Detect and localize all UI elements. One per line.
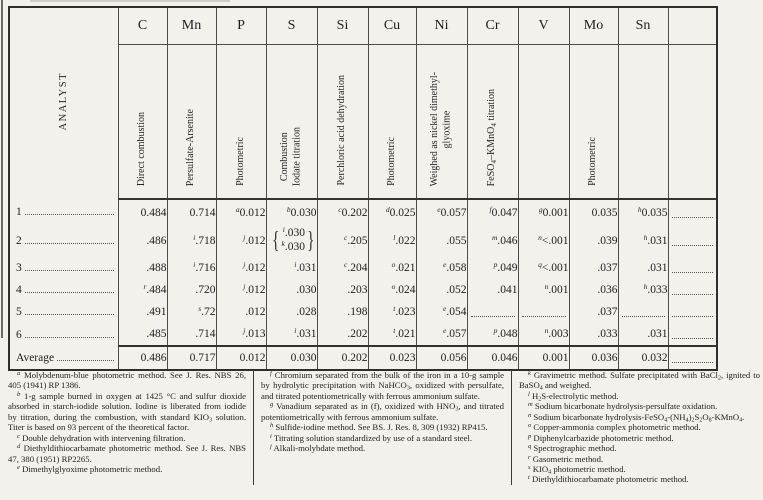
value-cell: $^c$.204 bbox=[317, 257, 368, 279]
footnotes-column-2 bbox=[253, 370, 511, 485]
footnote-marker: h bbox=[643, 233, 648, 242]
table-row-4 bbox=[9, 279, 717, 301]
value-cell: .714 bbox=[167, 323, 216, 346]
footnote-marker: e bbox=[443, 304, 447, 313]
value-cell: .028 bbox=[266, 301, 317, 323]
value-cell: .052 bbox=[416, 279, 467, 301]
footnote-mark: h bbox=[270, 422, 274, 430]
value-cell: 0.046 bbox=[467, 346, 518, 370]
value-cell: 0.486 bbox=[118, 346, 167, 370]
footnote-mark: a bbox=[17, 370, 21, 377]
empty-dotted-cell bbox=[668, 323, 717, 346]
dotted-leader bbox=[25, 336, 114, 338]
footnote-mark: b bbox=[17, 390, 21, 398]
dotted-leader bbox=[57, 359, 113, 361]
footnote-marker: p bbox=[493, 260, 498, 269]
row-label-text: Average bbox=[16, 351, 55, 364]
dotted-leader bbox=[672, 293, 714, 295]
value-cell: $^b$0.030 bbox=[266, 199, 317, 225]
method-label: Perchloric acid dehydration bbox=[336, 75, 348, 186]
method-header-S bbox=[266, 45, 317, 200]
footnote-marker: h bbox=[643, 282, 648, 291]
footnote-marker: g bbox=[538, 204, 543, 214]
method-header-Cu bbox=[368, 45, 416, 200]
footnote-d: $^d$ Diethyldithiocarbamate photometric method. See J. Res. NBS 47, 380 (1951) RP2265. bbox=[8, 443, 247, 464]
dotted-leader bbox=[672, 337, 714, 339]
method-label: Combustion Iodate titration bbox=[279, 126, 303, 186]
footnote-k: $^k$ Gravimetric method. Sulfate precipitated with BaCl$_2$, ignited to BaSO$_4$ and weighed. bbox=[519, 370, 761, 392]
value-cell: 0.035 bbox=[569, 199, 618, 225]
col-header-Mn: Mn bbox=[167, 7, 216, 45]
footnote-marker: j bbox=[243, 326, 246, 335]
row-label-5 bbox=[9, 301, 118, 323]
table-row-average bbox=[9, 346, 717, 370]
row-label-text: 1 bbox=[16, 206, 22, 218]
footnote-marker: j bbox=[243, 282, 246, 291]
footnote-mark: g bbox=[270, 401, 274, 409]
value-cell: $^j$.012 bbox=[216, 257, 266, 279]
value-cell-braced bbox=[266, 225, 317, 257]
chemical-subscript: 3 bbox=[406, 385, 410, 392]
footnote-mark: k bbox=[528, 370, 531, 377]
chemical-subscript: 4 bbox=[490, 122, 499, 127]
method-header-P bbox=[216, 45, 266, 200]
footnote-marker: c bbox=[344, 260, 348, 269]
method-header-Cr bbox=[467, 45, 518, 200]
footnote-a: $^a$ Molybdenum-blue photometric method. See J. Res. NBS 26, 405 (1941) RP 1386. bbox=[8, 370, 247, 391]
empty-dotted-cell bbox=[668, 225, 717, 257]
value-cell: .031 bbox=[618, 257, 668, 279]
table-row-3 bbox=[9, 257, 717, 279]
footnote-mark: f bbox=[270, 370, 272, 377]
col-header-Cu: Cu bbox=[368, 7, 416, 45]
dotted-leader bbox=[25, 291, 114, 293]
method-header-Sn bbox=[618, 45, 668, 200]
method-label: Persulfate-Arsenite bbox=[185, 108, 197, 186]
empty-dotted-cell bbox=[618, 301, 668, 323]
value-cell: 0.023 bbox=[368, 346, 416, 370]
method-header-Mn bbox=[167, 45, 216, 200]
col-header-Ni: Ni bbox=[416, 7, 467, 45]
footnote-mark: t bbox=[528, 474, 530, 482]
chemical-subscript: 2 bbox=[699, 417, 703, 424]
footnote-f: $^f$ Chromium separated from the bulk of the iron in a 10-g sample by hydrolytic precipitation with NaHCO$_3$, oxidized with persulfate, and titrated potentiometrically with ferrous ammonium sulfate. bbox=[261, 370, 505, 401]
col-header-Cr: Cr bbox=[467, 7, 518, 45]
dotted-leader bbox=[622, 315, 665, 317]
footnote-marker: o bbox=[391, 260, 396, 269]
col-header-Si: Si bbox=[317, 7, 368, 45]
footnote-marker: c bbox=[344, 233, 348, 242]
empty-dotted-cell bbox=[467, 301, 518, 323]
chemical-subscript: 2 bbox=[538, 396, 542, 403]
value-cell: $^e$.058 bbox=[416, 257, 467, 279]
value-cell: $^g$0.001 bbox=[518, 199, 569, 225]
value-cell: .033 bbox=[569, 323, 618, 346]
dotted-leader bbox=[25, 242, 114, 244]
footnote-marker: t bbox=[393, 326, 396, 335]
chemical-subscript: 4 bbox=[664, 417, 668, 424]
value-cell: $^i$.031 bbox=[266, 323, 317, 346]
row-label-6 bbox=[9, 323, 118, 346]
footnote-marker: j bbox=[243, 233, 246, 242]
value-cell: $^e$0.057 bbox=[416, 199, 467, 225]
dotted-leader bbox=[471, 315, 515, 317]
row-label-4 bbox=[9, 279, 118, 301]
footnotes-section bbox=[8, 370, 760, 485]
footnote-i: $^i$ Titrating solution standardized by use of a standard steel. bbox=[270, 432, 473, 443]
chemical-subscript: 2 bbox=[717, 375, 721, 382]
value-cell: $^p$.049 bbox=[467, 257, 518, 279]
value-cell: 0.056 bbox=[416, 346, 467, 370]
empty-dotted-cell bbox=[668, 257, 717, 279]
chemical-subscript: 4 bbox=[548, 469, 552, 476]
value-cell: $^p$.048 bbox=[467, 323, 518, 346]
value-cell: $^e$.054 bbox=[416, 301, 467, 323]
value-cell: $^o$.021 bbox=[368, 257, 416, 279]
footnote-mark: q bbox=[528, 443, 532, 451]
value-cell: $^h$.033 bbox=[618, 279, 668, 301]
footnote-marker: s bbox=[198, 304, 202, 313]
value-cell: .031 bbox=[618, 323, 668, 346]
empty-dotted-cell bbox=[668, 279, 717, 301]
method-header-C bbox=[118, 45, 167, 200]
value-cell: .485 bbox=[118, 323, 167, 346]
method-header-Ni bbox=[416, 45, 467, 200]
value-cell: 0.032 bbox=[618, 346, 668, 370]
footnote-h: $^h$ Sulfide-iodine method. See BS. J. Res. 8, 309 (1932) RP415. bbox=[270, 422, 488, 433]
footnote-marker: j bbox=[243, 260, 246, 269]
table-body bbox=[9, 199, 717, 370]
footnote-marker: m bbox=[491, 233, 498, 242]
value-cell: .037 bbox=[569, 257, 618, 279]
footnote-t: $^t$ Diethyldithiocarbamate photometric method. bbox=[528, 474, 689, 485]
col-header-P: P bbox=[216, 7, 266, 45]
value-cell: $^i$.718 bbox=[167, 225, 216, 257]
col-header-V: V bbox=[518, 7, 569, 45]
analysis-table bbox=[8, 6, 718, 371]
row-label-text: 2 bbox=[16, 235, 22, 247]
col-header-Mo: Mo bbox=[569, 7, 618, 45]
value-cell: $^l$.022 bbox=[368, 225, 416, 257]
footnotes-column-3 bbox=[511, 370, 760, 485]
value-cell: .037 bbox=[569, 301, 618, 323]
row-label-text: 5 bbox=[16, 306, 22, 318]
value-cell: .202 bbox=[317, 323, 368, 346]
method-header-Mo bbox=[569, 45, 618, 200]
col-header-C: C bbox=[118, 7, 167, 45]
value-cell: .039 bbox=[569, 225, 618, 257]
footnote-n: $^n$ Sodium bicarbonate hydrolysis-$FeSO_4-(NH_4)_2S_2O_8-KMnO_4$. bbox=[528, 411, 745, 424]
dotted-leader bbox=[672, 315, 714, 317]
row-label-text: 4 bbox=[16, 284, 22, 296]
scan-smudge bbox=[30, 0, 230, 2]
chemical-subscript: 4 bbox=[539, 385, 543, 392]
footnote-mark: e bbox=[17, 463, 20, 471]
value-cell: $^n$.003 bbox=[518, 323, 569, 346]
row-label-text: 3 bbox=[16, 262, 22, 274]
method-label: Photometric bbox=[385, 137, 397, 186]
footnote-o: $^o$ Copper-ammonia complex photometric method. bbox=[528, 422, 701, 433]
footnote-marker: i bbox=[193, 233, 196, 242]
value-cell: $^e$.057 bbox=[416, 323, 467, 346]
value-cell: .041 bbox=[467, 279, 518, 301]
footnote-marker: c bbox=[338, 204, 342, 214]
analyst-label: ANALYST bbox=[58, 71, 70, 131]
footnote-marker: n bbox=[544, 282, 549, 291]
footnote-mark: l bbox=[528, 390, 530, 398]
value-cell: $^t$.023 bbox=[368, 301, 416, 323]
footnote-marker: i bbox=[294, 326, 297, 335]
value-cell: .488 bbox=[118, 257, 167, 279]
footnote-m: $^m$ Sodium bicarbonate hydrolysis-persulfate oxidation. bbox=[528, 401, 718, 412]
element-symbol-row bbox=[9, 7, 717, 45]
value-cell: 0.012 bbox=[216, 346, 266, 370]
footnote-marker: q bbox=[538, 260, 542, 269]
chemical-subscript: 2 bbox=[691, 417, 695, 424]
chemical-subscript: 3 bbox=[455, 406, 459, 413]
footnote-marker: h bbox=[637, 204, 642, 214]
value-cell: $^o$.024 bbox=[368, 279, 416, 301]
footnote-marker: l bbox=[393, 233, 396, 242]
value-cell: 0.717 bbox=[167, 346, 216, 370]
dotted-leader bbox=[25, 269, 114, 271]
footnote-c: $^c$ Double dehydration with intervening filtration. bbox=[17, 432, 186, 443]
dotted-leader bbox=[672, 244, 714, 246]
method-label: Photometric bbox=[587, 137, 599, 186]
left-brace: { bbox=[271, 228, 280, 254]
col-header-Sn: Sn bbox=[618, 7, 668, 45]
footnote-marker: t bbox=[393, 304, 396, 313]
value-cell: .012 bbox=[216, 301, 266, 323]
value-cell: $^n$<.001 bbox=[518, 225, 569, 257]
value-cell: $^m$.046 bbox=[467, 225, 518, 257]
method-label: Weighed as nickel dimethyl- glyoxime bbox=[429, 71, 453, 186]
col-header-S: S bbox=[266, 7, 317, 45]
footnote-e: $^e$ Dimethylglyoxime photometric method. bbox=[17, 463, 163, 474]
value-cell: 0.714 bbox=[167, 199, 216, 225]
method-label: Direct combustion bbox=[136, 111, 148, 186]
braced-value-group bbox=[270, 227, 317, 255]
value-cell: $^i$.716 bbox=[167, 257, 216, 279]
value-cell: .055 bbox=[416, 225, 467, 257]
value-cell: $^d$0.025 bbox=[368, 199, 416, 225]
method-header-Si bbox=[317, 45, 368, 200]
value-cell: .720 bbox=[167, 279, 216, 301]
method-header-blank bbox=[668, 45, 717, 200]
method-label: FeSO$_4$–KMnO$_4$ titration bbox=[486, 88, 499, 186]
dotted-leader bbox=[25, 313, 114, 315]
dotted-leader bbox=[25, 213, 114, 215]
value-cell: 0.202 bbox=[317, 346, 368, 370]
row-label-text: 6 bbox=[16, 328, 22, 341]
scan-edge-artifact bbox=[1, 0, 3, 338]
chemical-subscript: 8 bbox=[708, 417, 712, 424]
col-header-blank bbox=[668, 7, 717, 45]
value-cell: $^t$.021 bbox=[368, 323, 416, 346]
value-cell: .486 bbox=[118, 225, 167, 257]
table-row-6 bbox=[9, 323, 717, 346]
value-cell: .203 bbox=[317, 279, 368, 301]
value-cell: 0.036 bbox=[569, 346, 618, 370]
footnote-g: $^g$ Vanadium separated as in (f), oxidized with $HNO_3$, and titrated potentiometrically with ferrous ammonium sulfate. bbox=[261, 401, 504, 422]
method-label: Photometric bbox=[234, 137, 246, 186]
row-label-2 bbox=[9, 225, 118, 257]
dotted-leader bbox=[672, 271, 714, 273]
footnote-marker: r bbox=[143, 282, 147, 291]
footnote-s: $^s$ $KIO_4$ photometric method. bbox=[528, 463, 626, 476]
value-cell: $^q$<.001 bbox=[518, 257, 569, 279]
dotted-leader bbox=[672, 361, 714, 363]
footnote-marker: e bbox=[437, 204, 441, 214]
empty-dotted-cell bbox=[668, 346, 717, 370]
footnote-marker: b bbox=[286, 204, 291, 214]
value-cell: .036 bbox=[569, 279, 618, 301]
value-cell: $^h$.031 bbox=[618, 225, 668, 257]
value-cell: $^h$0.035 bbox=[618, 199, 668, 225]
table-header bbox=[9, 7, 717, 199]
chemical-subscript: 4 bbox=[685, 417, 689, 424]
footnotes-column-1 bbox=[8, 370, 253, 485]
footnote-mark: n bbox=[528, 411, 532, 419]
chemical-subscript: 4 bbox=[490, 159, 499, 164]
value-cell: 0.030 bbox=[266, 346, 317, 370]
row-label-3 bbox=[9, 257, 118, 279]
footnote-marker: f bbox=[489, 204, 492, 214]
footnote-marker: k bbox=[281, 239, 285, 248]
footnote-q: $^q$ Spectrographic method. bbox=[528, 443, 617, 454]
right-brace: } bbox=[306, 228, 315, 254]
chemical-subscript: 4 bbox=[739, 417, 743, 424]
footnote-marker: p bbox=[493, 326, 498, 335]
method-header-V bbox=[518, 45, 569, 200]
footnote-marker: e bbox=[443, 260, 447, 269]
footnote-marker: n bbox=[538, 233, 542, 242]
stacked-values: $^i$.030 $^k$.030 bbox=[281, 225, 305, 253]
footnote-marker: a bbox=[235, 204, 240, 214]
footnote-marker: i bbox=[282, 225, 285, 235]
value-cell: $^n$.001 bbox=[518, 279, 569, 301]
footnote-mark: m bbox=[528, 401, 533, 409]
value-cell: $^c$.205 bbox=[317, 225, 368, 257]
value-cell: $^f$0.047 bbox=[467, 199, 518, 225]
value-cell: 0.001 bbox=[518, 346, 569, 370]
footnote-mark: j bbox=[270, 443, 272, 451]
footnote-l: $^l$ $H_2S$-electrolytic method. bbox=[528, 390, 619, 403]
empty-dotted-cell bbox=[518, 301, 569, 323]
table-row-5 bbox=[9, 301, 717, 323]
value-cell: $^c$0.202 bbox=[317, 199, 368, 225]
value-cell: .198 bbox=[317, 301, 368, 323]
value-cell: $^a$0.012 bbox=[216, 199, 266, 225]
value-cell: .030 bbox=[266, 279, 317, 301]
value-cell: $^i$.031 bbox=[266, 257, 317, 279]
footnote-marker: i bbox=[193, 260, 196, 269]
value-cell: $^j$.012 bbox=[216, 279, 266, 301]
row-label-1 bbox=[9, 199, 118, 225]
footnote-mark: o bbox=[528, 422, 532, 430]
footnote-marker: n bbox=[544, 326, 549, 335]
footnote-mark: i bbox=[270, 432, 272, 440]
footnote-mark: s bbox=[528, 463, 531, 471]
footnote-mark: r bbox=[528, 453, 531, 461]
footnote-r: $^r$ Gasometric method. bbox=[528, 453, 604, 464]
value-cell: $^j$.013 bbox=[216, 323, 266, 346]
chemical-subscript: 3 bbox=[209, 417, 213, 424]
value-cell: $^r$.484 bbox=[118, 279, 167, 301]
footnote-mark: c bbox=[17, 432, 20, 440]
value-cell: $^j$.012 bbox=[216, 225, 266, 257]
footnote-mark: p bbox=[528, 432, 532, 440]
table-row-1 bbox=[9, 199, 717, 225]
footnote-marker: e bbox=[443, 326, 447, 335]
value-cell: 0.484 bbox=[118, 199, 167, 225]
empty-dotted-cell bbox=[668, 301, 717, 323]
footnote-marker: o bbox=[391, 282, 396, 291]
footnote-b: $^b$ 1-g sample burned in oxygen at 1425 °C and sulfur dioxide absorbed in starch-iodide solution. Iodine is liberated from iodide by titration, during the combustion, with standard $KIO_3$ solution. Titer is based on 93 percent of the theoretical factor. bbox=[8, 390, 246, 433]
value-cell: $^s$.72 bbox=[167, 301, 216, 323]
footnote-mark: d bbox=[17, 443, 21, 451]
dotted-leader bbox=[522, 315, 566, 317]
footnote-j: $^j$ Alkali-molybdate method. bbox=[270, 443, 366, 454]
footnote-marker: i bbox=[294, 260, 297, 269]
value-cell: .491 bbox=[118, 301, 167, 323]
footnote-marker: d bbox=[385, 204, 390, 214]
table-row-2 bbox=[9, 225, 717, 257]
analyst-header bbox=[9, 7, 118, 199]
footnote-p: $^p$ Diphenylcarbazide photometric method. bbox=[528, 432, 674, 443]
row-label-average bbox=[9, 346, 118, 370]
dotted-leader bbox=[672, 216, 714, 218]
empty-dotted-cell bbox=[668, 199, 717, 225]
